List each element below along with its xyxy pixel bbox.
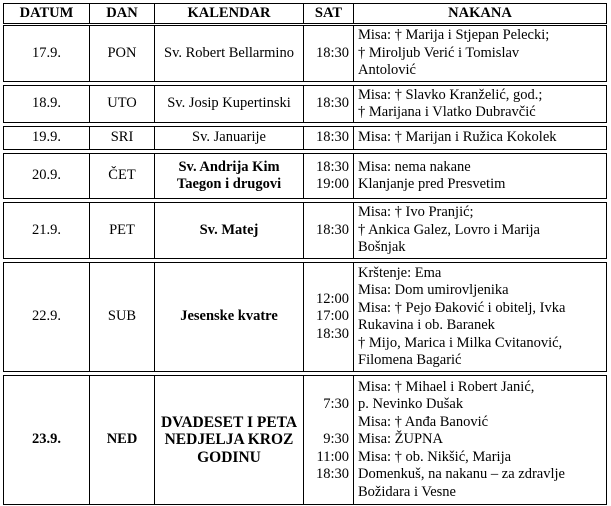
nakana-line: p. Nevinko Dušak xyxy=(358,396,464,413)
time-label: 18:30 xyxy=(315,221,349,238)
nakana-line: Misa: † Anđa Banović xyxy=(358,413,489,430)
nakana-cell xyxy=(354,86,607,123)
nakana-line: Rukavina i ob. Baranek xyxy=(358,317,495,333)
nakana-line: Misa: † Slavko Kranželić, god.; xyxy=(358,86,543,103)
kalendar-cell: Sv. Andrija Kim Taegon i drugovi xyxy=(155,154,304,199)
sat-cell xyxy=(304,263,354,372)
nakana-line: Misa: † Marija i Stjepan Pelecki; xyxy=(358,27,550,44)
nakana-cell xyxy=(354,127,607,150)
time-label: 12:00 xyxy=(315,290,349,307)
sat-cell xyxy=(304,154,354,199)
nakana-line: Domenkuš, na nakanu – za zdravlje xyxy=(358,466,565,483)
kalendar-cell: Sv. Josip Kupertinski xyxy=(155,86,304,123)
nakana-line: † Marijana i Vlatko Dubravčić xyxy=(358,104,536,120)
table-row xyxy=(4,154,607,199)
table-row xyxy=(4,376,607,505)
nakana-line: Božidara i Vesne xyxy=(358,483,456,500)
nakana-line: Misa: † Marijan i Ružica Kokolek xyxy=(358,129,557,146)
kalendar-cell: DVADESET I PETA NEDJELJA KROZ GODINU xyxy=(155,376,304,505)
dan-cell: PET xyxy=(90,203,155,259)
sat-cell xyxy=(304,127,354,150)
header-kalendar: KALENDAR xyxy=(155,4,304,25)
time-label: 18:30 xyxy=(315,129,349,146)
nakana-cell xyxy=(354,376,607,505)
header-nakana: NAKANA xyxy=(354,4,607,25)
nakana-line: Antolović xyxy=(358,62,416,79)
sat-cell xyxy=(304,25,354,82)
dan-cell: SRI xyxy=(90,127,155,150)
nakana-line: Filomena Bagarić xyxy=(358,352,462,368)
time-label: 11:00 xyxy=(316,448,349,465)
nakana-line: Bošnjak xyxy=(358,239,406,256)
table-row xyxy=(4,86,607,123)
dan-cell: ČET xyxy=(90,154,155,199)
header-sat: SAT xyxy=(304,4,354,25)
nakana-line: Misa: nema nakane xyxy=(358,158,471,175)
datum-cell: 23.9. xyxy=(4,376,90,505)
nakana-cell xyxy=(354,203,607,259)
time-label: 18:30 xyxy=(315,44,349,61)
time-label xyxy=(308,414,349,432)
kalendar-cell: Jesenske kvatre xyxy=(155,263,304,372)
nakana-line: † Miroljub Verić i Tomislav xyxy=(358,44,520,61)
dan-cell: SUB xyxy=(90,263,155,372)
sat-cell xyxy=(304,376,354,505)
nakana-cell xyxy=(354,154,607,199)
time-label: 18:30 xyxy=(315,95,349,112)
time-label: 9:30 xyxy=(323,431,349,448)
time-label: 7:30 xyxy=(323,396,349,413)
sat-cell xyxy=(304,203,354,259)
schedule-table xyxy=(3,3,607,505)
time-label: 18:30 xyxy=(315,466,349,483)
time-label: 19:00 xyxy=(315,176,349,192)
dan-cell: PON xyxy=(90,25,155,82)
table-row xyxy=(4,25,607,82)
time-label: 18:30 xyxy=(315,158,349,175)
table-row xyxy=(4,127,607,150)
dan-cell: NED xyxy=(90,376,155,505)
dan-cell: UTO xyxy=(90,86,155,123)
header-dan: DAN xyxy=(90,4,155,25)
datum-cell: 21.9. xyxy=(4,203,90,259)
nakana-cell xyxy=(354,263,607,372)
datum-cell: 20.9. xyxy=(4,154,90,199)
nakana-line: Klanjanje pred Presvetim xyxy=(358,176,506,192)
kalendar-cell: Sv. Robert Bellarmino xyxy=(155,25,304,82)
nakana-line: Misa: † Pejo Đaković i obitelj, Ivka xyxy=(358,299,566,316)
nakana-line: † Mijo, Marica i Milka Cvitanović, xyxy=(358,334,563,351)
nakana-line: Misa: † Ivo Pranjić; xyxy=(358,204,474,221)
nakana-line: Misa: † ob. Nikšić, Marija xyxy=(358,448,512,465)
datum-cell: 18.9. xyxy=(4,86,90,123)
header-row xyxy=(4,4,607,25)
time-label: 17:00 xyxy=(315,308,349,325)
header-datum: DATUM xyxy=(4,4,90,25)
datum-cell: 17.9. xyxy=(4,25,90,82)
sat-cell xyxy=(304,86,354,123)
nakana-line: Misa: Dom umirovljenika xyxy=(358,282,509,298)
nakana-line: Misa: † Mihael i Robert Janić, xyxy=(358,378,535,395)
nakana-line: Krštenje: Ema xyxy=(358,264,442,281)
datum-cell: 19.9. xyxy=(4,127,90,150)
nakana-line: † Ankica Galez, Lovro i Marija xyxy=(358,221,540,238)
kalendar-cell: Sv. Matej xyxy=(155,203,304,259)
kalendar-cell: Sv. Januarije xyxy=(155,127,304,150)
time-label: 18:30 xyxy=(315,325,349,342)
datum-cell: 22.9. xyxy=(4,263,90,372)
nakana-line: Misa: ŽUPNA xyxy=(358,431,443,448)
nakana-cell xyxy=(354,25,607,82)
table-row xyxy=(4,263,607,372)
table-row xyxy=(4,203,607,259)
